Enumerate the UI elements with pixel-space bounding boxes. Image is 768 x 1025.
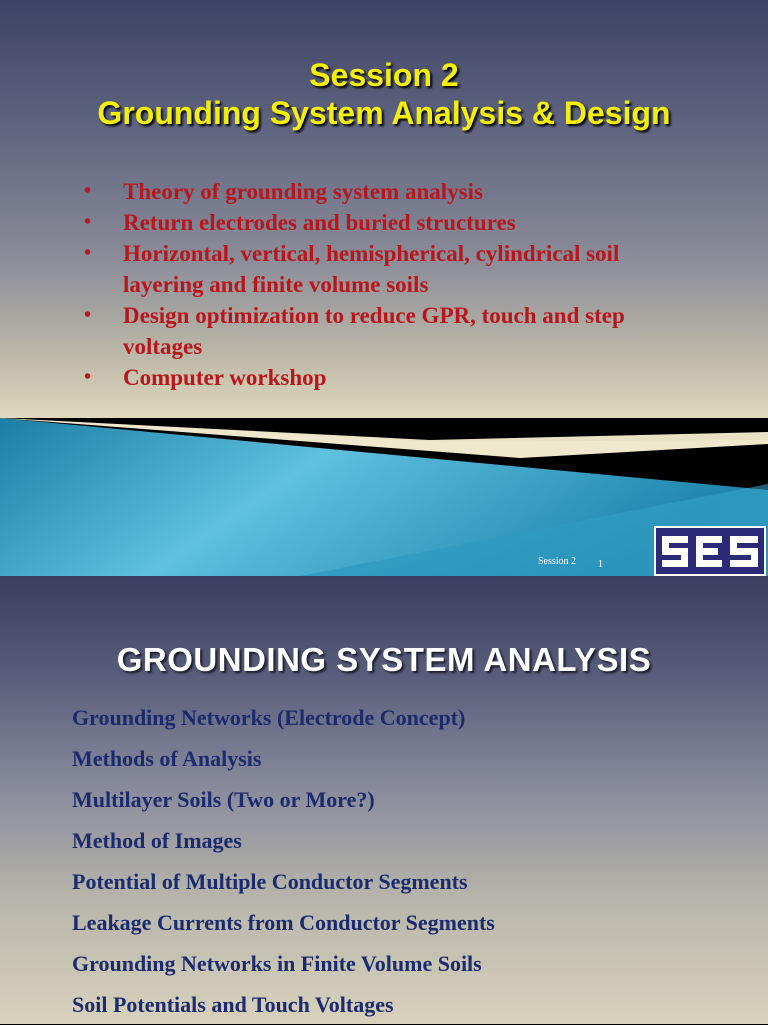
ses-logo: [654, 526, 766, 576]
list-item: Method of Images: [72, 828, 242, 853]
bullet-item: [84, 176, 684, 207]
bullet-item: [84, 362, 684, 393]
footer-page-number: 1: [598, 559, 603, 570]
bullet-item: [84, 238, 684, 300]
list-item: Grounding Networks in Finite Volume Soils: [72, 951, 482, 976]
bullet-text: Design optimization to reduce GPR, touch and step voltages: [123, 303, 625, 359]
list-item: Soil Potentials and Touch Voltages: [72, 992, 394, 1017]
bullet-text: Computer workshop: [123, 365, 327, 390]
bullet-dot-icon: •: [84, 211, 92, 233]
bullet-dot-icon: •: [84, 366, 92, 388]
ses-logo-icon: [656, 528, 764, 574]
topic-list: [72, 697, 495, 1025]
bullet-list: [84, 176, 684, 393]
list-item: Grounding Networks (Electrode Concept): [72, 705, 466, 730]
bullet-dot-icon: •: [84, 304, 92, 326]
bullet-item: [84, 207, 684, 238]
list-item: Methods of Analysis: [72, 746, 262, 771]
footer-session-label: Session 2: [538, 556, 577, 567]
bullet-text: Horizontal, vertical, hemispherical, cylindrical soil layering and finite volume soils: [123, 241, 620, 297]
slide-title-topic: Grounding System Analysis & Design: [97, 95, 671, 131]
bullet-item: [84, 300, 684, 362]
slide-2-heading: GROUNDING SYSTEM ANALYSIS: [116, 641, 652, 678]
bullet-dot-icon: •: [84, 180, 92, 202]
decorative-wave-band: [0, 418, 768, 576]
list-item: Multilayer Soils (Two or More?): [72, 787, 375, 812]
bullet-dot-icon: •: [84, 242, 92, 264]
list-item: Leakage Currents from Conductor Segments: [72, 910, 495, 935]
wave-band-graphic: [0, 418, 768, 576]
bullet-text: Theory of grounding system analysis: [123, 179, 483, 204]
list-item: Potential of Multiple Conductor Segments: [72, 869, 468, 894]
slide-title-session: Session 2: [309, 57, 459, 93]
bullet-text: Return electrodes and buried structures: [123, 210, 516, 235]
